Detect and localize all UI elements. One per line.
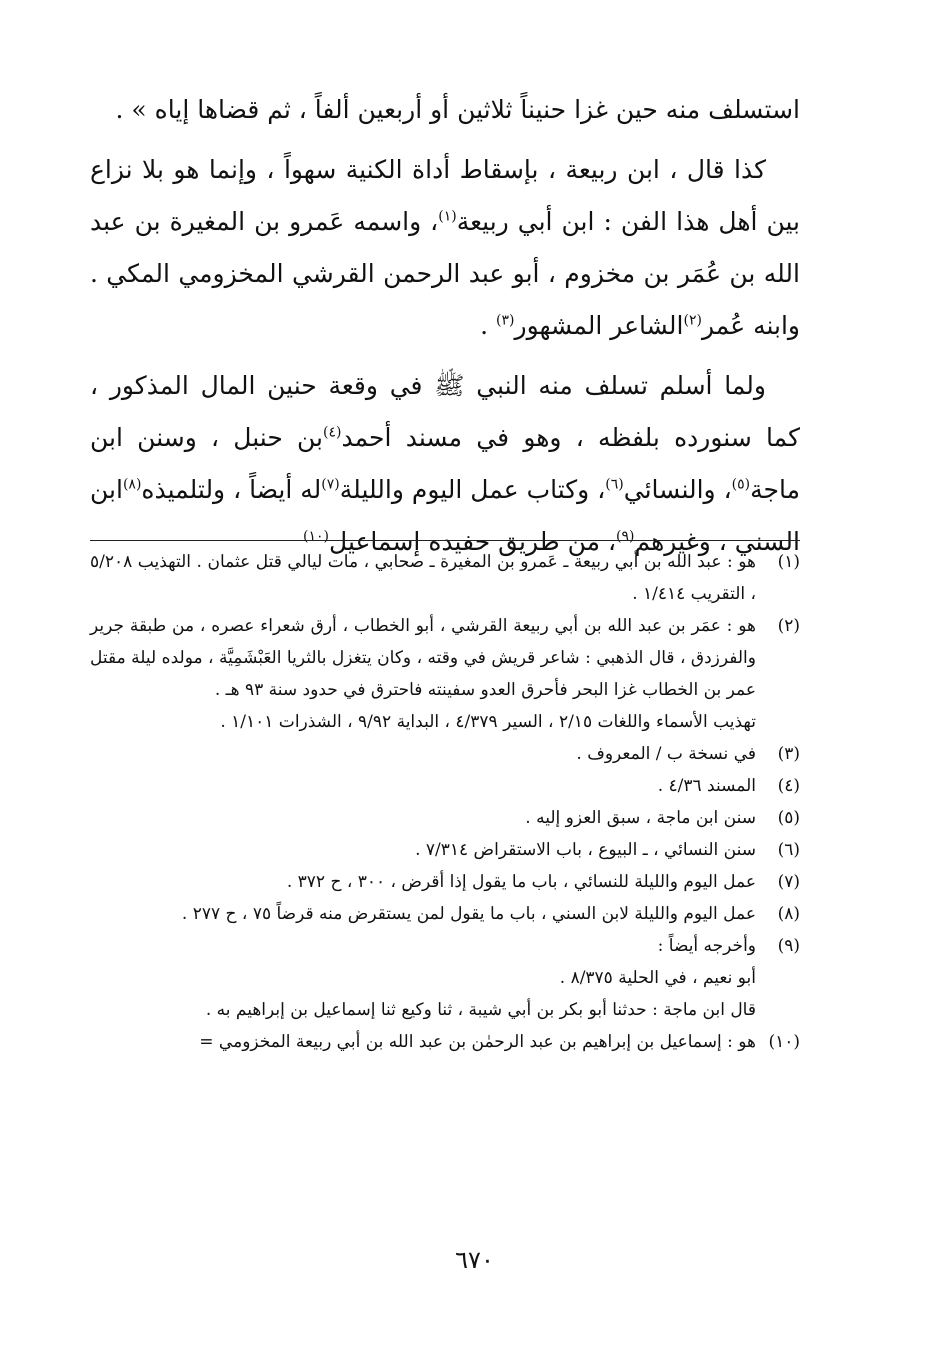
footnote-number: (٨) [777, 904, 800, 924]
page-number: ٦٧٠ [455, 1246, 494, 1274]
paragraph-3-text-f: ابن السني ، وغيرهم [90, 475, 800, 556]
footnote-text: هو : عمَر بن عبد الله بن أبي ربيعة القرشي ، أبو الخطاب ، أرق شعراء عصره ، من طبقة جرير والفرزدق ، قال الذهبي : شاعر قريش في وقته ، وكان يتغزل بالثريا العَبْشَمِيَّة ، مولده ليلة مقتل عمر بن الخطاب غزا البحر فأحرق العدو سفينته فاحترق في حدود سنة ٩٣ هـ . [90, 616, 756, 700]
paragraph-3-text-a: ولما أسلم تسلف منه النبي ﷺ في وقعة حنين المال المذكور ، كما سنورده بلفظه ، وهو في مسند أحمد [90, 371, 800, 452]
footnote-marker-5[interactable]: (٥) [731, 476, 751, 493]
footnote-marker-7[interactable]: (٧) [321, 476, 340, 493]
main-text [90, 84, 800, 576]
paragraph-3-text-c: ، والنسائي [623, 475, 732, 504]
footnote-text: عمل اليوم والليلة للنسائي ، باب ما يقول إذا أقرض ، ٣٠٠ ، ح ٣٧٢ . [286, 872, 756, 892]
footnote-text: عمل اليوم والليلة لابن السني ، باب ما يقول لمن يستقرض منه قرضاً ٧٥ ، ح ٢٧٧ . [181, 904, 756, 924]
footnote-number: (٩) [777, 936, 800, 956]
footnote-marker-3[interactable]: (٣) [496, 312, 515, 329]
paragraph-2-text-c: الشاعر المشهور [514, 311, 684, 340]
paragraph-3-text-g: ، من طريق حفيده إسماعيل [329, 527, 617, 556]
footnote-text: هو : إسماعيل بن إبراهيم بن عبد الرحمٰن بن عبد الله بن أبي ربيعة المخزومي = [199, 1032, 756, 1052]
footnote-number: (٦) [777, 840, 800, 860]
footnote-7 [90, 866, 800, 898]
footnote-3 [90, 738, 800, 770]
footnote-text: المسند ٤/٣٦ . [657, 776, 756, 796]
paragraph-2-text-d: . [480, 311, 497, 340]
paragraph-3-text-d: ، وكتاب عمل اليوم والليلة [339, 475, 606, 504]
footnote-marker-9[interactable]: (٩) [616, 528, 635, 545]
footnote-marker-10[interactable]: (١٠) [303, 528, 330, 545]
footnote-text: هو : عبد الله بن أبي ربيعة ـ عَمرو بن المغيرة ـ صحابي ، مات ليالي قتل عثمان . التهذيب ٥/٢٠٨ ، التقريب ١/٤١٤ . [90, 552, 756, 604]
footnote-6 [90, 834, 800, 866]
paragraph-1 [90, 84, 800, 136]
footnote-9-source-2: قال ابن ماجة : حدثنا أبو بكر بن أبي شيبة ، ثنا وكيع ثنا إسماعيل بن إبراهيم به . [205, 1000, 756, 1020]
footnote-text: سنن ابن ماجة ، سبق العزو إليه . [525, 808, 756, 828]
footnote-1 [90, 546, 800, 610]
paragraph-2-text-b: ، واسمه عَمرو بن المغيرة بن عبد الله بن عُمَر بن مخزوم ، أبو عبد الرحمن القرشي المخزومي المكي . وابنه عُمر [90, 207, 800, 340]
footnote-marker-1[interactable]: (١) [438, 208, 457, 225]
footnote-9 [90, 930, 800, 962]
paragraph-2-text-a: كذا قال ، ابن ربيعة ، بإسقاط أداة الكنية سهواً ، وإنما هو بلا نزاع بين أهل هذا الفن : ابن أبي ربيعة [90, 155, 800, 236]
footnote-marker-8[interactable]: (٨) [122, 476, 142, 493]
paragraph-3-text-e: له أيضاً ، ولتلميذه [141, 475, 322, 504]
paragraph-2 [90, 144, 800, 352]
footnote-number: (٢) [777, 616, 800, 636]
footnotes-section [90, 546, 800, 1058]
footnote-8 [90, 898, 800, 930]
footnote-number: (٧) [777, 872, 800, 892]
paragraph-1-text: استسلف منه حين غزا حنيناً ثلاثين أو أربعين ألفاً ، ثم قضاها إياه » . [115, 95, 800, 124]
footnote-2-sources: تهذيب الأسماء واللغات ٢/١٥ ، السير ٤/٣٧٩ ، البداية ٩/٩٢ ، الشذرات ١/١٠١ . [220, 712, 756, 732]
footnote-number: (٤) [777, 776, 800, 796]
footnote-marker-6[interactable]: (٦) [605, 476, 624, 493]
footnote-number: (١٠) [768, 1032, 800, 1052]
footnote-2 [90, 610, 800, 706]
footnote-text: وأخرجه أيضاً : [657, 936, 756, 956]
footnote-number: (٣) [777, 744, 800, 764]
footnote-separator [90, 540, 800, 541]
paragraph-3-text-b: بن حنبل ، وسنن ابن ماجة [90, 423, 800, 504]
footnote-number: (٥) [777, 808, 800, 828]
paragraph-3 [90, 360, 800, 568]
footnote-number: (١) [777, 552, 800, 572]
footnote-text: في نسخة ب / المعروف . [576, 744, 756, 764]
footnote-10 [90, 1026, 800, 1058]
footnote-marker-4[interactable]: (٤) [323, 424, 342, 441]
footnote-9-source-1: أبو نعيم ، في الحلية ٨/٣٧٥ . [559, 968, 756, 988]
footnote-5 [90, 802, 800, 834]
footnote-marker-2[interactable]: (٢) [683, 312, 702, 329]
footnote-text: سنن النسائي ، ـ البيوع ، باب الاستقراض ٧/٣١٤ . [415, 840, 756, 860]
footnote-4 [90, 770, 800, 802]
